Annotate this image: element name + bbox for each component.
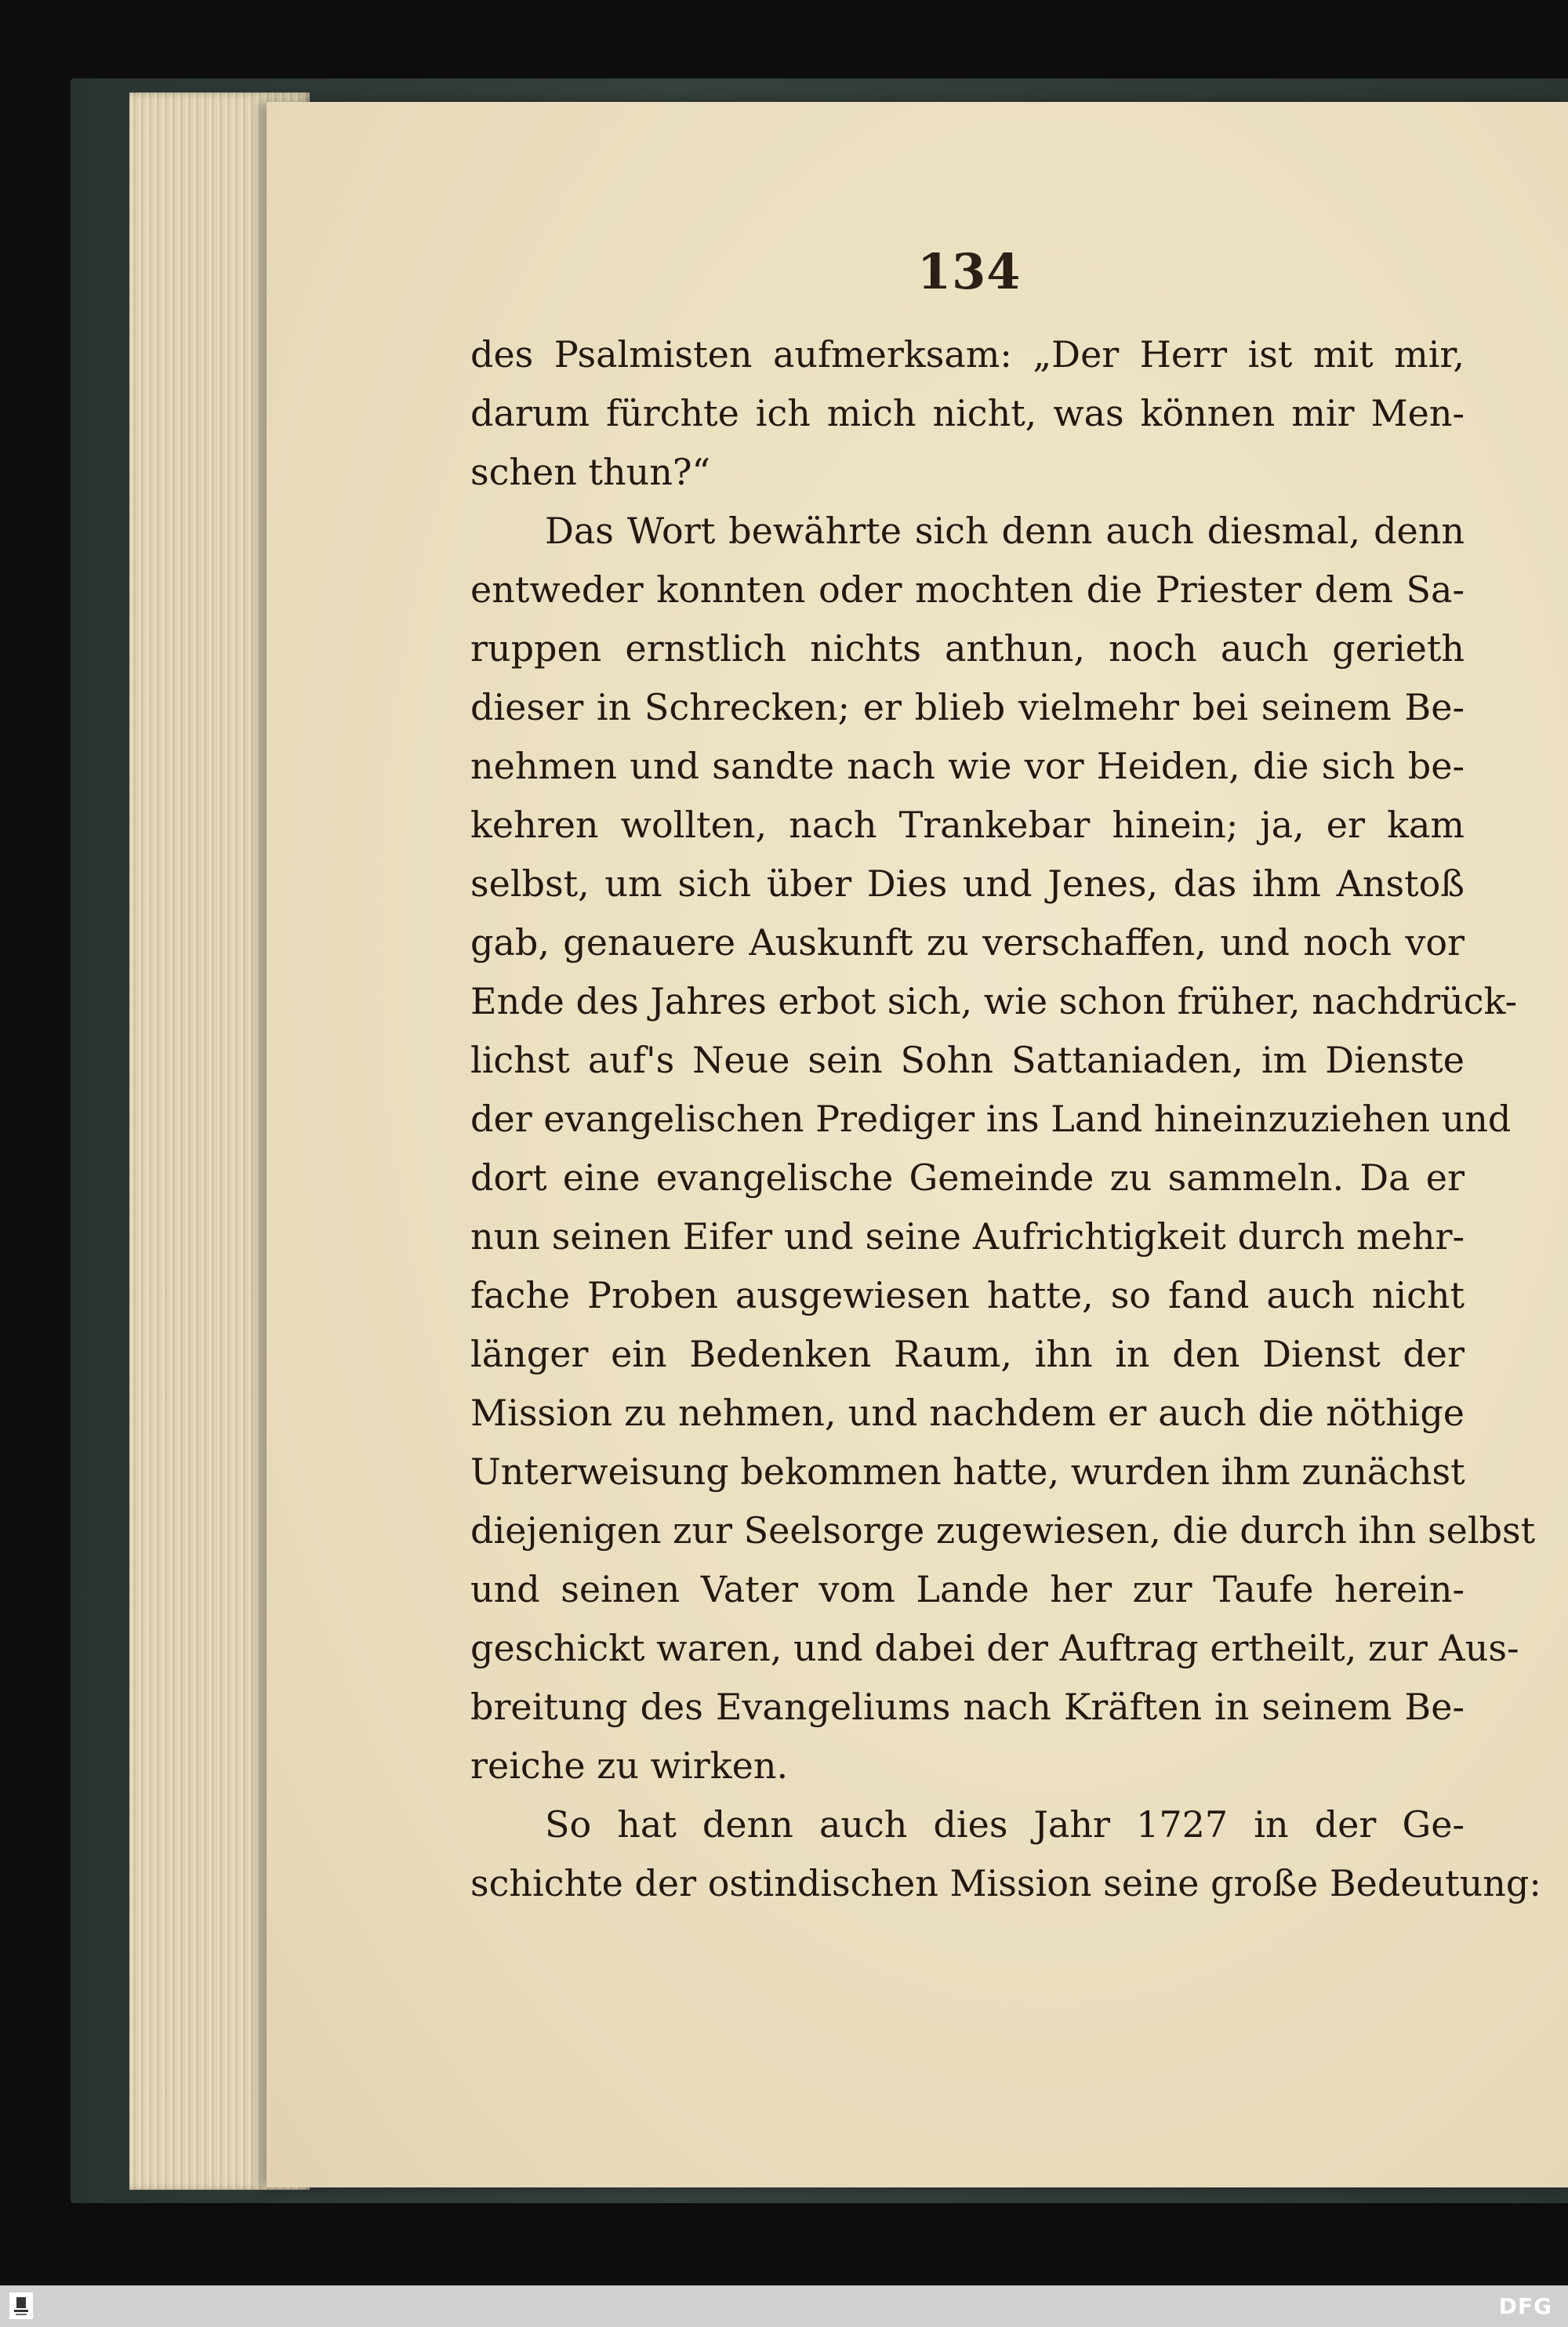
text-line: reiche zu wirken. xyxy=(470,1744,789,1787)
text-line: darum fürchte ich mich nicht, was können mir Men- xyxy=(470,392,1465,434)
text-line: selbst, um sich über Dies und Jenes, das ihm Anstoß xyxy=(470,862,1465,905)
dfg-logo: DFG xyxy=(1498,2293,1552,2319)
text-line: Unterweisung bekommen hatte, wurden ihm zunächst xyxy=(470,1450,1465,1493)
text-line: fache Proben ausgewiesen hatte, so fand auch nicht xyxy=(470,1274,1465,1316)
text-line: ruppen ernstlich nichts anthun, noch auch gerieth xyxy=(470,627,1465,670)
text-line: nehmen und sandte nach wie vor Heiden, die sich be- xyxy=(470,745,1465,787)
page-text xyxy=(470,325,1541,1913)
text-line: Ende des Jahres erbot sich, wie schon früher, nachdrück- xyxy=(470,980,1518,1022)
viewer-footer-bar xyxy=(0,2285,1568,2327)
text-line: schichte der ostindischen Mission seine große Bedeutung: xyxy=(470,1862,1541,1904)
text-line: So hat denn auch dies Jahr 1727 in der Ge- xyxy=(545,1803,1465,1846)
text-line: diejenigen zur Seelsorge zugewiesen, die durch ihn selbst xyxy=(470,1509,1536,1552)
text-line: der evangelischen Prediger ins Land hineinzuziehen und xyxy=(470,1098,1512,1140)
text-line: geschickt waren, und dabei der Auftrag ertheilt, zur Aus- xyxy=(470,1627,1519,1669)
text-line: kehren wollten, nach Trankebar hinein; ja, er kam xyxy=(470,804,1465,846)
text-line: Das Wort bewährte sich denn auch diesmal, denn xyxy=(545,510,1465,552)
text-line: länger ein Bedenken Raum, ihn in den Dienst der xyxy=(470,1333,1465,1375)
text-line: des Psalmisten aufmerksam: „Der Herr ist mit mir, xyxy=(470,333,1465,376)
text-line: Mission zu nehmen, und nachdem er auch die nöthige xyxy=(470,1392,1465,1434)
text-line: dieser in Schrecken; er blieb vielmehr bei seinem Be- xyxy=(470,686,1465,728)
library-logo-icon xyxy=(9,2293,33,2319)
text-line: entweder konnten oder mochten die Priester dem Sa- xyxy=(470,568,1465,611)
text-line: gab, genauere Auskunft zu verschaffen, und noch vor xyxy=(470,921,1465,964)
text-line: nun seinen Eifer und seine Aufrichtigkeit durch mehr- xyxy=(470,1215,1465,1258)
text-line: dort eine evangelische Gemeinde zu sammeln. Da er xyxy=(470,1156,1465,1199)
page-number: 134 xyxy=(917,243,1022,300)
text-line: und seinen Vater vom Lande her zur Taufe herein- xyxy=(470,1568,1465,1610)
text-line: schen thun?“ xyxy=(470,451,711,493)
text-line: breitung des Evangeliums nach Kräften in seinem Be- xyxy=(470,1686,1465,1728)
text-line: lichst auf's Neue sein Sohn Sattaniaden, im Dienste xyxy=(470,1039,1465,1081)
